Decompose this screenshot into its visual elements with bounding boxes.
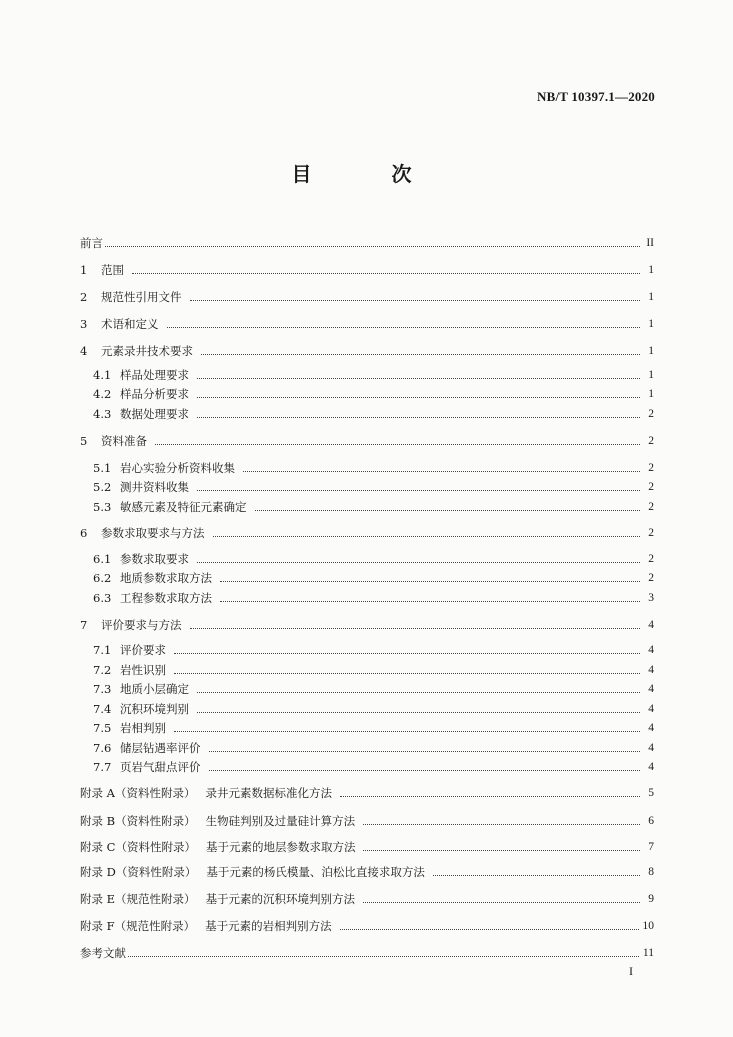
toc-entry-page: 4: [648, 683, 654, 695]
toc-entry-page: 1: [648, 345, 654, 357]
toc-entry-number: 5: [80, 434, 88, 448]
toc-entry[interactable]: [80, 520, 654, 540]
toc-entry-number: 6.1: [93, 552, 112, 566]
dot-leader: [243, 471, 640, 472]
toc-entry-page: 1: [648, 369, 654, 381]
toc-entry-number: 6: [80, 526, 88, 540]
toc-entry-number: 4.2: [93, 387, 112, 401]
dot-leader: [174, 673, 640, 674]
toc-entry[interactable]: [93, 657, 654, 677]
dot-leader: [197, 712, 640, 713]
toc-entry-page: 8: [648, 866, 654, 878]
toc-entry[interactable]: [80, 859, 654, 879]
toc-entry-number: 1: [80, 263, 88, 277]
toc-entry[interactable]: [93, 735, 654, 755]
dot-leader: [433, 875, 640, 876]
toc-entry-page: 2: [648, 462, 654, 474]
toc-entry-page: 1: [648, 388, 654, 400]
toc-entry[interactable]: [80, 612, 654, 632]
toc-entry-label: 基于元素的地层参数求取方法: [205, 840, 356, 854]
toc-entry-page: 11: [642, 947, 654, 959]
dot-leader: [340, 929, 639, 930]
toc-entry-label: 岩心实验分析资料收集: [120, 461, 235, 475]
toc-entry-page: II: [646, 237, 654, 249]
toc-entry-label: 资料准备: [101, 434, 147, 448]
dot-leader: [128, 956, 639, 957]
toc-entry-page: 2: [648, 481, 654, 493]
toc-entry-label: 基于元素的杨氏模量、泊松比直接求取方法: [206, 865, 425, 879]
toc-entry-page: 7: [648, 841, 654, 853]
dot-leader: [201, 354, 640, 355]
dot-leader: [105, 246, 640, 247]
toc-entry-number: 4.3: [93, 407, 112, 421]
toc-entry[interactable]: [80, 780, 654, 800]
dot-leader: [197, 378, 640, 379]
toc-entry-number: 附录 A（资料性附录）: [80, 786, 196, 800]
toc-entry-number: 7.5: [93, 721, 112, 735]
dot-leader: [363, 824, 640, 825]
toc-entry-page: 2: [648, 572, 654, 584]
dot-leader: [174, 731, 640, 732]
toc-entry-number: 4: [80, 344, 88, 358]
toc-entry-label: 页岩气甜点评价: [120, 760, 201, 774]
toc-entry-label: 工程参数求取方法: [120, 591, 212, 605]
toc-entry[interactable]: [93, 381, 654, 401]
toc-entry-page: 4: [648, 742, 654, 754]
toc-entry[interactable]: [93, 494, 654, 514]
toc-entry[interactable]: [93, 676, 654, 696]
toc-entry[interactable]: [93, 715, 654, 735]
toc-entry-page: 9: [648, 893, 654, 905]
toc-entry[interactable]: [93, 585, 654, 605]
toc-entry-label: 样品分析要求: [120, 387, 189, 401]
toc-entry-page: 10: [642, 920, 654, 932]
dot-leader: [190, 628, 641, 629]
toc-entry[interactable]: [80, 940, 654, 960]
dot-leader: [132, 273, 640, 274]
toc-entry-label: 术语和定义: [101, 317, 159, 331]
toc-entry-page: 5: [648, 787, 654, 799]
toc-entry-label: 评价要求与方法: [101, 618, 182, 632]
toc-entry-label: 基于元素的岩相判别方法: [205, 919, 332, 933]
dot-leader: [220, 581, 640, 582]
dot-leader: [197, 692, 640, 693]
toc-entry[interactable]: [93, 455, 654, 475]
toc-entry-number: 附录 B（资料性附录）: [80, 814, 196, 828]
toc-entry-label: 参数求取要求: [120, 552, 189, 566]
toc-entry-page: 1: [648, 318, 654, 330]
toc-entry[interactable]: [80, 338, 654, 358]
toc-entry-page: 4: [648, 722, 654, 734]
toc-entry-label: 岩相判别: [120, 721, 166, 735]
toc-entry-page: 4: [648, 761, 654, 773]
toc-entry-number: 6.3: [93, 591, 112, 605]
toc-entry-label: 岩性识别: [120, 663, 166, 677]
toc-entry[interactable]: [93, 474, 654, 494]
toc-entry-label: 地质小层确定: [120, 682, 189, 696]
toc-entry[interactable]: [93, 696, 654, 716]
toc-entry[interactable]: [80, 311, 654, 331]
dot-leader: [197, 397, 640, 398]
dot-leader: [220, 601, 640, 602]
dot-leader: [190, 300, 641, 301]
page-number: I: [629, 964, 633, 978]
toc-entry-number: 2: [80, 290, 88, 304]
toc-entry-label: 基于元素的沉积环境判别方法: [205, 892, 356, 906]
toc-entry-label: 参考文献: [80, 946, 126, 960]
page-title: 目 次: [291, 162, 442, 186]
dot-leader: [340, 796, 640, 797]
toc-entry[interactable]: [93, 401, 654, 421]
toc-entry[interactable]: [80, 886, 654, 906]
toc-entry-page: 2: [648, 553, 654, 565]
toc-entry-number: 7.6: [93, 741, 112, 755]
toc-entry[interactable]: [80, 230, 654, 250]
toc-entry[interactable]: [93, 637, 654, 657]
toc-entry[interactable]: [93, 565, 654, 585]
dot-leader: [363, 850, 640, 851]
toc-entry-number: 5.1: [93, 461, 112, 475]
toc-entry-label: 储层钻遇率评价: [120, 741, 201, 755]
standard-number: NB/T 10397.1—2020: [536, 89, 655, 104]
toc-entry-number: 7.7: [93, 760, 112, 774]
toc-entry-number: 5.2: [93, 480, 112, 494]
toc-entry-page: 6: [648, 815, 654, 827]
toc-entry-number: 附录 F（规范性附录）: [80, 919, 196, 933]
toc-entry[interactable]: [80, 257, 654, 277]
dot-leader: [167, 327, 641, 328]
toc-entry-page: 1: [648, 264, 654, 276]
dot-leader: [155, 444, 640, 445]
toc-entry-page: 2: [648, 408, 654, 420]
toc-entry-label: 评价要求: [120, 643, 166, 657]
toc-entry-number: 6.2: [93, 571, 112, 585]
toc-entry-label: 生物硅判别及过量硅计算方法: [205, 814, 356, 828]
toc-entry-page: 4: [648, 619, 654, 631]
dot-leader: [209, 770, 641, 771]
toc-entry-label: 规范性引用文件: [101, 290, 182, 304]
toc-entry[interactable]: [93, 546, 654, 566]
toc-entry-number: 7: [80, 618, 88, 632]
toc-entry-number: 7.2: [93, 663, 112, 677]
toc-entry[interactable]: [80, 808, 654, 828]
toc-entry-page: 3: [648, 592, 654, 604]
dot-leader: [197, 417, 640, 418]
dot-leader: [174, 653, 640, 654]
toc-entry-number: 7.4: [93, 702, 112, 716]
toc-entry-page: 4: [648, 703, 654, 715]
toc-entry-number: 7.1: [93, 643, 112, 657]
toc-entry-label: 测井资料收集: [120, 480, 189, 494]
toc-entry-number: 附录 D（资料性附录）: [80, 865, 197, 879]
dot-leader: [213, 536, 641, 537]
toc-entry-label: 参数求取要求与方法: [101, 526, 205, 540]
toc-entry-label: 元素录井技术要求: [101, 344, 193, 358]
dot-leader: [197, 490, 640, 491]
toc-entry[interactable]: [80, 284, 654, 304]
dot-leader: [255, 510, 641, 511]
toc-entry[interactable]: [93, 362, 654, 382]
toc-entry-label: 范围: [101, 263, 124, 277]
toc-entry-page: 2: [648, 527, 654, 539]
toc-entry-label: 录井元素数据标准化方法: [205, 786, 332, 800]
toc-entry-page: 1: [648, 291, 654, 303]
toc-entry-number: 5.3: [93, 500, 112, 514]
toc-entry-label: 沉积环境判别: [120, 702, 189, 716]
toc-entry-page: 2: [648, 435, 654, 447]
toc-entry-page: 4: [648, 644, 654, 656]
toc-entry-label: 数据处理要求: [120, 407, 189, 421]
toc-entry-number: 附录 E（规范性附录）: [80, 892, 196, 906]
toc-entry[interactable]: [80, 913, 654, 933]
toc-entry[interactable]: [80, 834, 654, 854]
dot-leader: [363, 902, 640, 903]
toc-entry[interactable]: [93, 754, 654, 774]
toc-entry-page: 2: [648, 501, 654, 513]
toc-entry-label: 地质参数求取方法: [120, 571, 212, 585]
toc-entry-page: 4: [648, 664, 654, 676]
toc-entry-number: 附录 C（资料性附录）: [80, 840, 196, 854]
toc-entry-number: 7.3: [93, 682, 112, 696]
dot-leader: [197, 562, 640, 563]
toc-entry-label: 敏感元素及特征元素确定: [120, 500, 247, 514]
toc-entry[interactable]: [80, 428, 654, 448]
toc-entry-label: 前言: [80, 236, 103, 250]
dot-leader: [209, 751, 641, 752]
toc-entry-number: 3: [80, 317, 88, 331]
toc-entry-number: 4.1: [93, 368, 112, 382]
toc-entry-label: 样品处理要求: [120, 368, 189, 382]
